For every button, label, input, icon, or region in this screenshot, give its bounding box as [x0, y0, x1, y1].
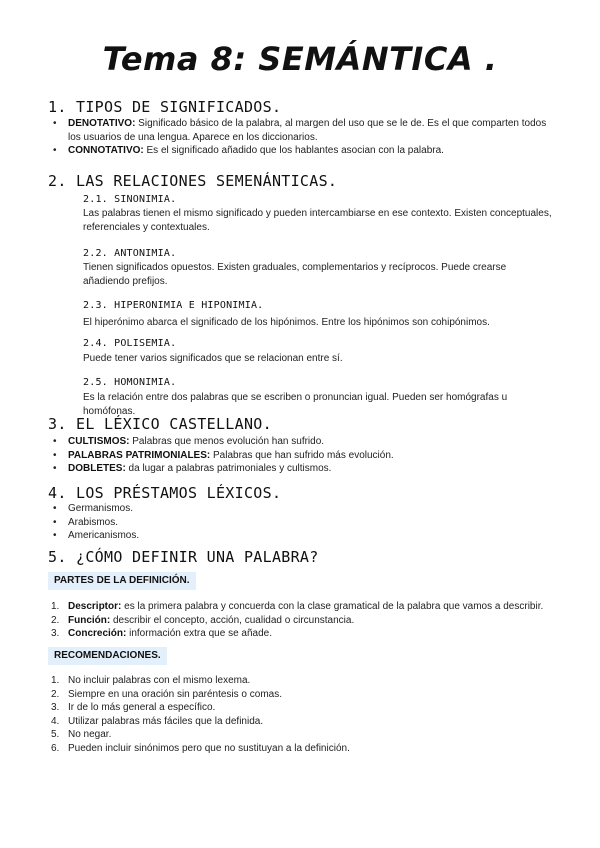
list-number: 3. [51, 702, 60, 713]
list-item [48, 715, 568, 729]
definition: es la primera palabra y concuerda con la clase gramatical de la palabra que vamos a describir. [121, 601, 544, 612]
definition: da lugar a palabras patrimoniales y cultismos. [125, 463, 332, 474]
list-number: 1. [51, 601, 60, 612]
list-number: 2. [51, 614, 60, 626]
list-number: 3. [51, 628, 60, 639]
section-heading-1: 1. TIPOS DE SIGNIFICADOS. [48, 98, 282, 116]
definition: Es el significado añadido que los hablantes asocian con la palabra. [143, 145, 444, 156]
callout-recommendations: RECOMENDACIONES. [48, 647, 167, 665]
list-item-text: No incluir palabras con el mismo lexema. [68, 675, 251, 686]
list-number: 5. [51, 729, 60, 740]
list-item: • DENOTATIVO: Significado básico de la palabra, al margen del uso que se le de. Es el que comparten todos los usuarios de una lengua. Aparece en los diccionarios. [53, 118, 547, 143]
subsection-title: 2.4. POLISEMIA. [83, 338, 177, 349]
list-item [48, 701, 568, 715]
subsection-text: El hiperónimo abarca el significado de los hipónimos. Entre los hipónimos son cohipónimos. [83, 317, 490, 328]
definition: describir el concepto, acción, cualidad o circunstancia. [110, 614, 355, 626]
list-item [48, 728, 568, 742]
definition: Significado básico de la palabra, al margen del uso que se le de. Es el que comparten todos los usuarios de una lengua. Aparece en los diccionarios. [68, 118, 547, 143]
term: Concreción: [68, 628, 127, 639]
definition-parts-list [48, 600, 568, 641]
subsection-title: 2.1. SINONIMIA. [83, 194, 177, 205]
list-item-text: Arabismos. [68, 516, 119, 528]
page-title: Tema 8: SEMÁNTICA . [102, 40, 498, 78]
list-item-text: No negar. [68, 729, 112, 740]
loanwords-list [48, 502, 558, 543]
subsection-title: 2.3. HIPERONIMIA E HIPONIMIA. [83, 300, 264, 311]
list-number: 4. [51, 715, 60, 727]
list-number: 2. [51, 688, 60, 700]
definition: información extra que se añade. [126, 628, 272, 639]
list-item: • PALABRAS PATRIMONIALES: Palabras que han sufrido más evolución. [53, 449, 394, 461]
subsection-text: Es la relación entre dos palabras que se escriben o pronuncian igual. Pueden ser homógrafas u homófonas. [83, 392, 508, 417]
subsection-text: Las palabras tienen el mismo significado y pueden intercambiarse en ese contexto. Existen conceptuales, referenciales y contextuales. [83, 208, 552, 233]
term: CULTISMOS: [68, 436, 130, 447]
recommendations-list [48, 674, 568, 755]
list-item: • Germanismos. [53, 503, 134, 514]
subsection-text: Tienen significados opuestos. Existen graduales, complementarios y recíprocos. Puede crearse añadiendo prefijos. [83, 262, 507, 287]
list-item [48, 600, 568, 614]
term: Función: [68, 614, 111, 626]
subsection-title: 2.5. HOMONIMIA. [83, 377, 177, 388]
list-item-text: Americanismos. [68, 530, 140, 541]
definition: Palabras que menos evolución han sufrido. [129, 436, 325, 447]
lexicon-list [48, 435, 558, 476]
term: DOBLETES: [68, 463, 126, 474]
section-heading-5: 5. ¿CÓMO DEFINIR UNA PALABRA? [48, 548, 319, 566]
list-number: 6. [51, 742, 60, 754]
list-item: • Arabismos. [53, 516, 119, 528]
term: PALABRAS PATRIMONIALES: [68, 449, 211, 461]
list-item: • CONNOTATIVO: Es el significado añadido que los hablantes asocian con la palabra. [53, 145, 444, 156]
list-item-text: Ir de lo más general a específico. [68, 702, 216, 713]
list-number: 1. [51, 675, 60, 686]
definition: Palabras que han sufrido más evolución. [210, 449, 394, 461]
list-item-text: Siempre en una oración sin paréntesis o comas. [68, 688, 283, 700]
list-item-text: Utilizar palabras más fáciles que la definida. [68, 715, 264, 727]
section-heading-2: 2. LAS RELACIONES SEMENÁNTICAS. [48, 172, 338, 190]
list-item [48, 627, 568, 641]
list-item [48, 742, 568, 756]
meaning-types-list [48, 117, 558, 158]
section-heading-3: 3. EL LÉXICO CASTELLANO. [48, 415, 272, 433]
list-item [48, 674, 568, 688]
list-item-text: Pueden incluir sinónimos pero que no sustituyan a la definición. [68, 742, 350, 754]
list-item: • CULTISMOS: Palabras que menos evolución han sufrido. [53, 436, 325, 447]
list-item-text: Germanismos. [68, 503, 134, 514]
term: DENOTATIVO: [68, 118, 136, 129]
subsection-title: 2.2. ANTONIMIA. [83, 248, 177, 259]
list-item: • Americanismos. [53, 530, 140, 541]
subsection-text: Puede tener varios significados que se relacionan entre sí. [83, 353, 343, 364]
list-item [48, 688, 568, 702]
term: CONNOTATIVO: [68, 145, 144, 156]
section-heading-4: 4. LOS PRÉSTAMOS LÉXICOS. [48, 484, 282, 502]
list-item [48, 614, 568, 628]
term: Descriptor: [68, 601, 122, 612]
callout-definition-parts: PARTES DE LA DEFINICIÓN. [48, 572, 196, 590]
list-item: • DOBLETES: da lugar a palabras patrimoniales y cultismos. [53, 463, 332, 474]
